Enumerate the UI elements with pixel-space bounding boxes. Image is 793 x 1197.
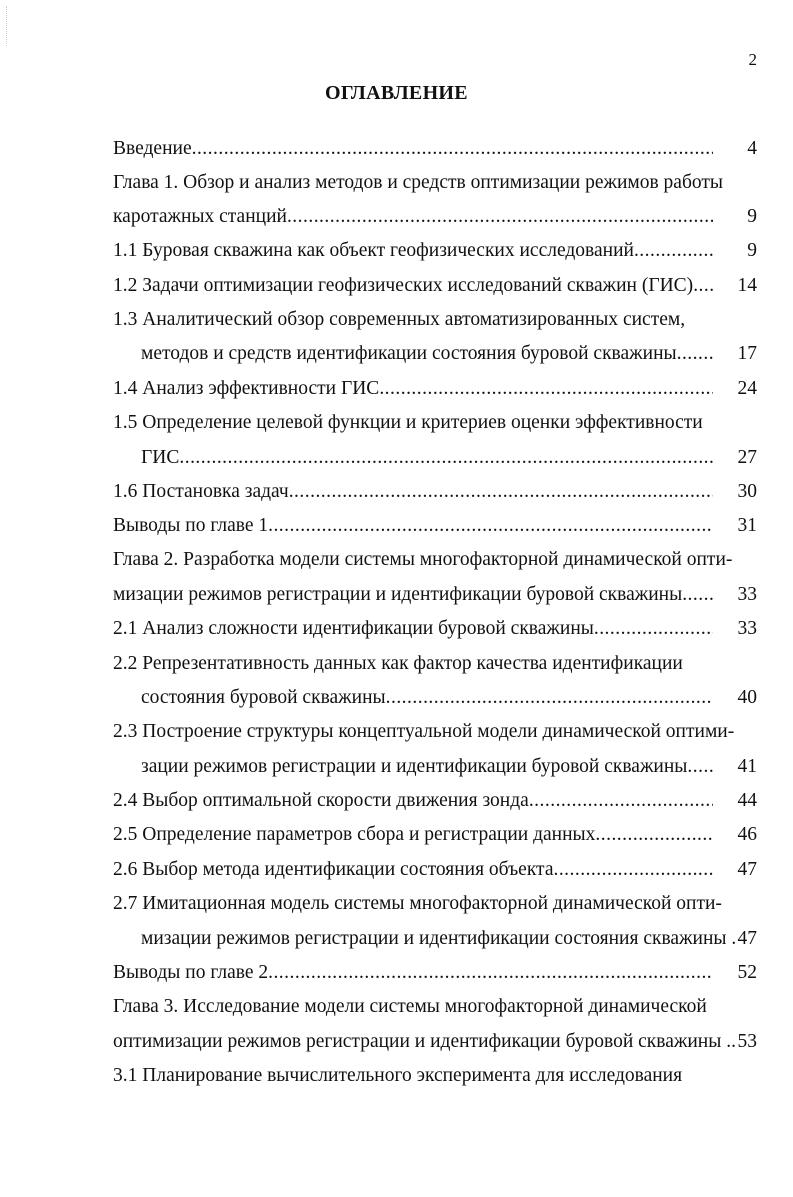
toc-entry[interactable] <box>113 238 713 264</box>
toc-entry-text: 1.2 Задачи оптимизации геофизических исследований скважин (ГИС) <box>113 275 694 296</box>
leader-dots <box>379 376 713 402</box>
toc-entry[interactable] <box>113 616 713 642</box>
toc-entry[interactable] <box>141 685 713 711</box>
toc-entry[interactable] <box>113 170 723 196</box>
toc-entry-text: мизации режимов регистрации и идентификации буровой скважины <box>113 584 683 605</box>
toc-entry-text: зации режимов регистрации и идентификации буровой скважины <box>141 756 688 777</box>
leader-dots <box>677 341 713 367</box>
toc-entry-page: 4 <box>747 138 757 159</box>
leader-dots <box>553 857 713 883</box>
toc-entry-page: 27 <box>737 447 757 468</box>
leader-dots <box>386 685 713 711</box>
toc-entry-text: Выводы по главе 2 <box>113 962 269 983</box>
leader-dots <box>289 479 713 505</box>
toc-entry-page: 14 <box>737 275 757 296</box>
toc-entry[interactable] <box>113 960 713 986</box>
toc-entry-page: 40 <box>737 687 757 708</box>
toc-entry-page: 24 <box>737 378 757 399</box>
toc-entry[interactable] <box>113 479 713 505</box>
toc-entry[interactable] <box>113 204 713 230</box>
toc-entry[interactable] <box>113 651 683 677</box>
toc-entry[interactable] <box>141 445 713 471</box>
toc-entry-page: 41 <box>737 756 757 777</box>
leader-dots <box>634 238 713 264</box>
toc-entry-text: каротажных станций <box>113 206 287 227</box>
leader-dots <box>192 136 713 162</box>
toc-entry-text: ГИС <box>141 447 180 468</box>
toc-entry[interactable] <box>113 822 713 848</box>
toc-entry-text: мизации режимов регистрации и идентификации состояния скважины . <box>141 928 737 949</box>
toc-entry[interactable] <box>113 891 722 917</box>
toc-entry[interactable] <box>113 547 732 573</box>
leader-dots <box>687 754 713 780</box>
toc-entry[interactable] <box>113 719 734 745</box>
leader-dots <box>179 445 713 471</box>
toc-entry[interactable] <box>141 926 736 952</box>
toc-entry-text: 1.6 Постановка задач <box>113 481 289 502</box>
toc-entry-text: 1.3 Аналитический обзор современных автоматизированных систем, <box>113 309 686 330</box>
toc-entry[interactable] <box>113 857 713 883</box>
toc-entry[interactable] <box>113 273 713 299</box>
toc-entry-page: 33 <box>737 584 757 605</box>
toc-entry-text: 1.1 Буровая скважина как объект геофизических исследований <box>113 240 634 261</box>
toc-entry[interactable] <box>113 376 713 402</box>
toc-entry[interactable] <box>113 307 685 333</box>
toc-entry[interactable] <box>141 341 713 367</box>
toc-entry-text: 2.5 Определение параметров сбора и регистрации данных <box>113 824 596 845</box>
toc-entry-text: Глава 1. Обзор и анализ методов и средств оптимизации режимов работы <box>113 172 723 193</box>
toc-entry-text: 2.2 Репрезентативность данных как фактор качества идентификации <box>113 653 683 674</box>
toc-entry-page: 17 <box>737 343 757 364</box>
toc-entry-page: 47 <box>737 859 757 880</box>
toc-entry-text: 2.1 Анализ сложности идентификации буровой скважины <box>113 618 594 639</box>
leader-dots <box>268 960 713 986</box>
leader-dots <box>529 788 713 814</box>
toc-entry-page: 9 <box>747 240 757 261</box>
leader-dots <box>268 513 713 539</box>
toc-entry-page: 52 <box>737 962 757 983</box>
toc-entry-text: Введение <box>113 138 192 159</box>
toc-entry-page: 33 <box>737 618 757 639</box>
toc-entry-page: 47 <box>737 928 757 949</box>
toc-entry[interactable] <box>113 513 713 539</box>
toc-entry-text: 1.4 Анализ эффективности ГИС <box>113 378 380 399</box>
page-number: 2 <box>748 50 757 69</box>
toc-entry-text: 1.5 Определение целевой функции и критериев оценки эффективности <box>113 412 703 433</box>
toc-entry[interactable] <box>113 1029 736 1055</box>
toc-title: ОГЛАВЛЕНИЕ <box>325 82 468 104</box>
toc-entry[interactable] <box>113 410 703 436</box>
toc-entry-page: 31 <box>737 515 757 536</box>
toc-entry[interactable] <box>113 136 713 162</box>
leader-dots <box>287 204 713 230</box>
toc-entry-text: оптимизации режимов регистрации и идентификации буровой скважины .. <box>113 1031 736 1052</box>
toc-entry[interactable] <box>141 754 713 780</box>
toc-entry-text: 2.4 Выбор оптимальной скорости движения зонда <box>113 790 529 811</box>
toc-entry-text: Глава 2. Разработка модели системы многофакторной динамической опти- <box>113 549 733 570</box>
toc-entry-page: 44 <box>737 790 757 811</box>
leader-dots <box>693 273 713 299</box>
toc-entry-text: 2.7 Имитационная модель системы многофакторной динамической опти- <box>113 893 722 914</box>
toc-entry-page: 30 <box>737 481 757 502</box>
toc-entry[interactable] <box>113 788 713 814</box>
toc-entry-page: 9 <box>747 206 757 227</box>
toc-entry-text: Выводы по главе 1 <box>113 515 269 536</box>
toc-entry-text: методов и средств идентификации состояния буровой скважины <box>141 343 677 364</box>
toc-entry[interactable] <box>113 1063 682 1089</box>
leader-dots <box>595 822 713 848</box>
toc-entry-text: 2.3 Построение структуры концептуальной модели динамической оптими- <box>113 721 735 742</box>
leader-dots <box>594 616 713 642</box>
toc-entry-text: Глава 3. Исследование модели системы многофакторной динамической <box>113 996 707 1017</box>
toc-entry-text: состояния буровой скважины <box>141 687 386 708</box>
toc-entry-text: 3.1 Планирование вычислительного эксперимента для исследования <box>113 1065 683 1086</box>
toc-entry-page: 53 <box>737 1031 757 1052</box>
toc-entry[interactable] <box>113 582 713 608</box>
leader-dots <box>682 582 713 608</box>
toc-entry-text: 2.6 Выбор метода идентификации состояния объекта <box>113 859 554 880</box>
toc-entry[interactable] <box>113 994 707 1020</box>
toc-entry-page: 46 <box>737 824 757 845</box>
